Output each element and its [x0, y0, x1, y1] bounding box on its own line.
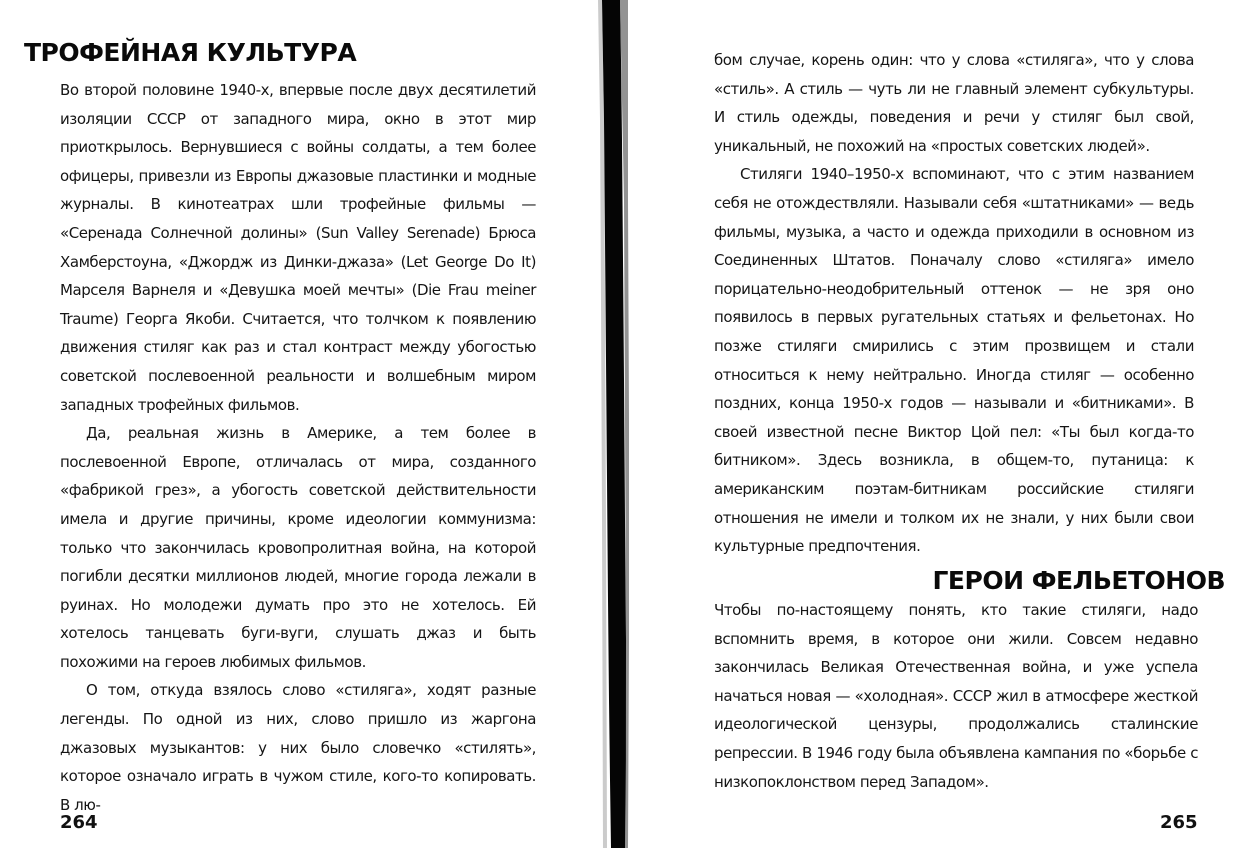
right-page-body — [714, 46, 1194, 561]
right-section-body — [714, 596, 1198, 796]
right-paragraph-2: Стиляги 1940–1950-х вспоминают, что с этим названием себя не отождествляли. Называли себя «штатниками» — ведь фильмы, музыка, а часто и одежда приходили в основном из Соединенных Штатов. Поначалу слово «стиляга» имело порицательно-неодобрительный оттенок — не зря оно появилось в первых ругательных статьях и фельетонах. Но позже стиляги смирились с этим прозвищем и стали относиться к нему нейтрально. Иногда стиляг — особенно поздних, конца 1950-х годов — называли и «битниками». В своей известной песне Виктор Цой пел: «Ты был когда-то битником». Здесь возникла, в общем-то, путаница: к американским поэтам-битникам российские стиляги отношения не имели и толком их не знали, у них были свои культурные предпочтения. — [714, 165, 1194, 556]
right-page-heading: ГЕРОИ ФЕЛЬЕТОНОВ — [932, 566, 1225, 595]
left-paragraph-2: Да, реальная жизнь в Америке, а тем более в послевоенной Европе, отличалась от мира, созданного «фабрикой грез», а убогость советской действительности имела и другие причины, кроме идеологии коммунизма: только что закончилась кровопролитная война, на которой погибли десятки миллионов людей, многие города лежали в руинах. Но молодежи думать про это не хотелось. Ей хотелось танцевать буги-вуги, слушать джаз и быть похожими на героев любимых фильмов. — [60, 424, 536, 671]
right-paragraph-1: бом случае, корень один: что у слова «стиляга», что у слова «стиль». А стиль — чуть ли не главный элемент субкультуры. И стиль одежды, поведения и речи у стиляг был свой, уникальный, не похожий на «простых советских людей». — [714, 51, 1194, 155]
left-page-heading: ТРОФЕЙНАЯ КУЛЬТУРА — [24, 38, 357, 67]
left-page-body — [60, 76, 536, 819]
left-page — [0, 0, 600, 848]
left-paragraph-1: Во второй половине 1940-х, впервые после двух десятилетий изоляции СССР от западного мира, окно в этот мир приоткрылось. Вернувшиеся с войны солдаты, а тем более офицеры, привезли из Европы джазовые пластинки и модные журналы. В кинотеатрах шли трофейные фильмы — «Серенада Солнечной долины» (Sun Valley Serenade) Брюса Хамберстоуна, «Джордж из Динки-джаза» (Let George Do It) Марселя Варнеля и «Девушка моей мечты» (Die Frau meiner Traume) Георга Якоби. Считается, что толчком к появлению движения стиляг как раз и стал контраст между убогостью советской послевоенной реальности и волшебным миром западных трофейных фильмов. — [60, 81, 536, 414]
right-page-number: 265 — [1160, 812, 1198, 833]
right-section-paragraph-1: Чтобы по-настоящему понять, кто такие стиляги, надо вспомнить время, в которое они жили. Совсем недавно закончилась Великая Отечественная война, и уже успела начаться новая — «холодная». СССР жил в атмосфере жесткой идеологической цензуры, продолжались сталинские репрессии. В 1946 году была объявлена кампания по «борьбе с низкопоклонством перед Западом». — [714, 601, 1198, 791]
left-paragraph-3: О том, откуда взялось слово «стиляга», ходят разные легенды. По одной из них, слово пришло из жаргона джазовых музыкантов: у них было словечко «стилять», которое означало играть в чужом стиле, кого-то копировать. В лю- — [60, 681, 536, 814]
left-page-number: 264 — [60, 812, 98, 833]
